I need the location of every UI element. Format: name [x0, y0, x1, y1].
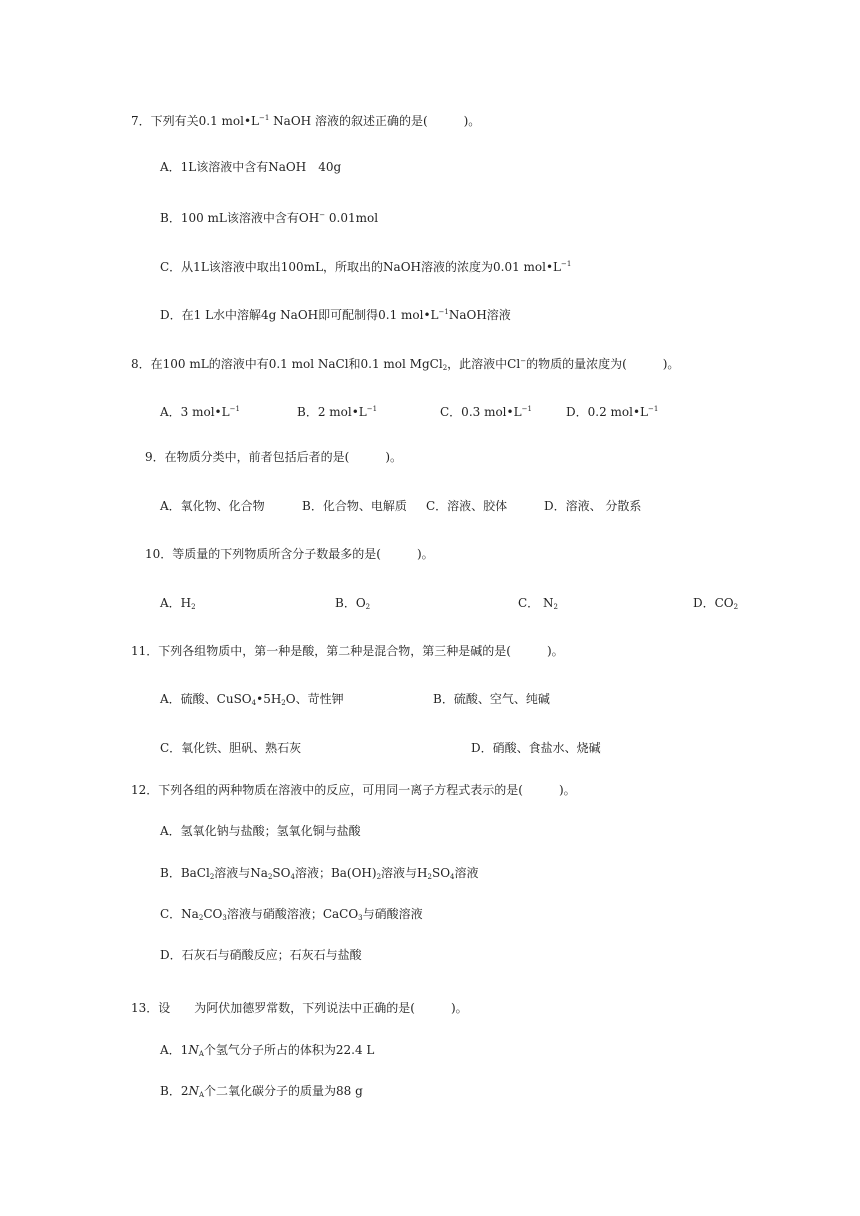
question-13-stem: 13．设 为阿伏加德罗常数，下列说法中正确的是( )。	[131, 1001, 468, 1015]
question-12-option-d: D．石灰石与硝酸反应；石灰石与盐酸	[160, 948, 362, 962]
question-8-option-d: D．0.2 $mol•L^{-1}$	[566, 405, 659, 419]
question-12-option-a: A．氢氧化钠与盐酸；氢氧化铜与盐酸	[160, 824, 361, 838]
question-10-option-d: D．$CO_2$	[693, 596, 739, 611]
question-13-option-a: A．$1N_A$个氢气分子所占的体积为22.4 L	[160, 1043, 375, 1058]
question-8-option-c: C．0.3 $mol•L^{-1}$	[440, 405, 532, 419]
question-9-option-d: D．溶液、 分散系	[544, 499, 642, 513]
question-10-stem: 10．等质量的下列物质所含分子数最多的是( )。	[145, 547, 434, 561]
question-8-option-b: B．2 $mol•L^{-1}$	[297, 405, 378, 419]
question-7-option-b: B．100 mL该溶液中含有OH− 0.01mol	[160, 211, 379, 225]
question-7-option-c: C．从1L该溶液中取出100mL，所取出的NaOH溶液的浓度为0.01 $mol•L^{-1}$	[160, 260, 572, 274]
question-11-option-d: D．硝酸、食盐水、烧碱	[471, 741, 601, 755]
question-8-stem: 8．在100 mL的溶液中有0.1 mol NaCl和0.1 mol MgCl$_2$，此溶液中Cl−的物质的量浓度为( )。	[131, 357, 680, 372]
question-7-option-d: D．在1 L水中溶解4g NaOH即可配制得0.1 $mol•L^{-1}NaOH$溶液	[160, 308, 511, 322]
question-11-option-a: A．硫酸、$CuSO_4•5H_2O$、苛性钾	[160, 692, 344, 707]
question-11-option-b: B．硫酸、空气、纯碱	[433, 692, 550, 706]
question-7-stem: 7．下列有关0.1 $mol•L^{-1}$ NaOH 溶液的叙述正确的是( )。	[131, 114, 481, 128]
question-12-option-b: B．BaCl$_2$溶液与$Na_2SO_4$溶液；$Ba(OH)_2$溶液与$H_2SO_4$溶液	[160, 866, 479, 881]
question-9-option-c: C．溶液、胶体	[426, 499, 508, 513]
question-9-stem: 9．在物质分类中，前者包括后者的是( )。	[145, 450, 402, 464]
question-9-option-b: B．化合物、电解质	[302, 499, 407, 513]
question-13-option-b: B．$2N_A$个二氧化碳分子的质量为88 g	[160, 1084, 363, 1099]
question-11-option-c: C．氧化铁、胆矾、熟石灰	[160, 741, 302, 755]
question-12-option-c: C．$Na_2CO_3$溶液与硝酸溶液；CaCO$_3$与硝酸溶液	[160, 907, 423, 922]
question-11-stem: 11．下列各组物质中，第一种是酸，第二种是混合物，第三种是碱的是( )。	[131, 644, 564, 658]
question-8-option-a: A．3 $mol•L^{-1}$	[160, 405, 240, 419]
question-10-option-a: A．$H_2$	[160, 596, 196, 611]
question-12-stem: 12．下列各组的两种物质在溶液中的反应，可用同一离子方程式表示的是( )。	[131, 783, 576, 797]
question-10-option-c: C． $N_2$	[518, 596, 558, 611]
question-9-option-a: A．氧化物、化合物	[160, 499, 265, 513]
question-10-option-b: B．$O_2$	[335, 596, 371, 611]
question-7-option-a: A．1L该溶液中含有NaOH 40g	[160, 160, 342, 174]
